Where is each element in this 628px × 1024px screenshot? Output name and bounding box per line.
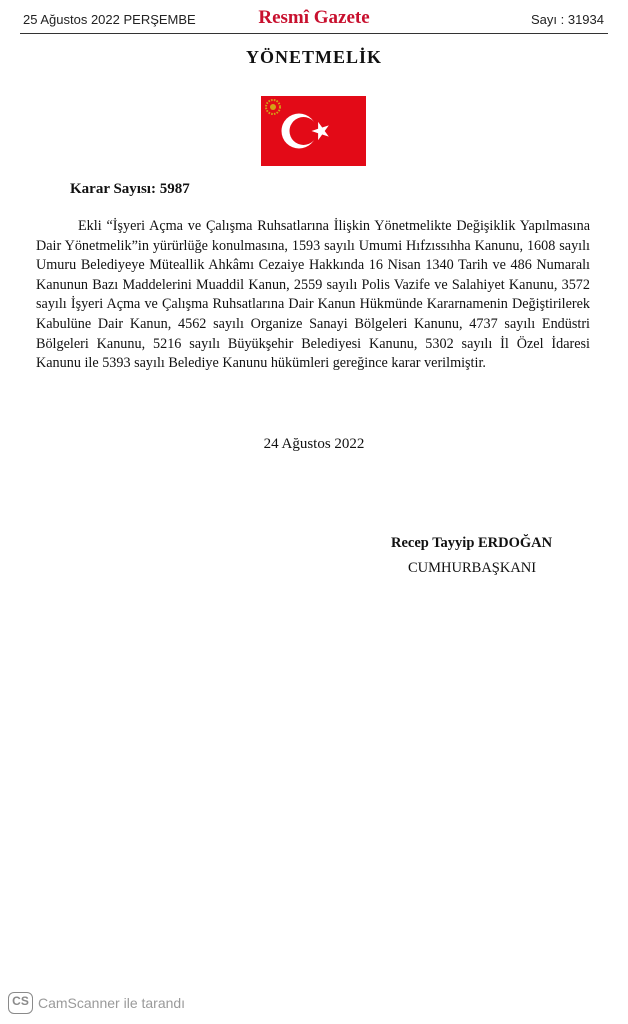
signatory-title: CUMHURBAŞKANI	[408, 560, 537, 576]
document-title: YÖNETMELİK	[245, 47, 383, 67]
document-date: 24 Ağustos 2022	[263, 436, 365, 452]
decision-number: Karar Sayısı: 5987	[70, 181, 190, 197]
logo-text: CS	[12, 994, 29, 1008]
decision-body-paragraph	[36, 217, 590, 374]
issue-number: Sayı : 31934	[531, 12, 604, 27]
header-date: 25 Ağustos 2022 PERŞEMBE	[23, 12, 196, 27]
camscanner-logo-icon	[8, 992, 33, 1014]
body-text: Ekli “İşyeri Açma ve Çalışma Ruhsatlarına İlişkin Yönetmelikte Değişiklik Yapılmasına Dair Yönetmelik”in yürürlüğe konulmasına, 1593 sayılı Umumi Hıfzıssıhha Kanunu, 1608 sayılı Umuru Belediyeye Müteallik Ahkâmı Cezaiye Hakkında 16 Nisan 1340 Tarih ve 486 Numaralı Kanunun Bazı Maddelerini Muaddil Kanun, 2559 sayılı Polis Vazife ve Salahiyet Kanunu, 3572 sayılı İşyeri Açma ve Çalışma Ruhsatlarına Dair Kanun Hükmünde Kararnamenin Değiştirilerek Kabulüne Dair Kanun, 4562 sayılı Organize Sanayi Bölgeleri Kanunu, 4737 sayılı Endüstri Bölgeleri Kanunu, 5216 sayılı Büyükşehir Belediyesi Kanunu, 5302 sayılı İl Özel İdaresi Kanunu ile 5393 sayılı Belediye Kanunu hükümleri gereğince karar verilmiştir.	[36, 218, 590, 372]
page-header	[0, 0, 628, 36]
header-divider	[20, 33, 608, 34]
signatory-name: Recep Tayyip ERDOĞAN	[391, 535, 553, 551]
gazette-title: Resmî Gazete	[258, 7, 370, 28]
presidential-seal-center	[270, 104, 276, 110]
turkish-flag-icon	[261, 96, 366, 166]
camscanner-watermark: CamScanner ile tarandı	[38, 995, 186, 1011]
